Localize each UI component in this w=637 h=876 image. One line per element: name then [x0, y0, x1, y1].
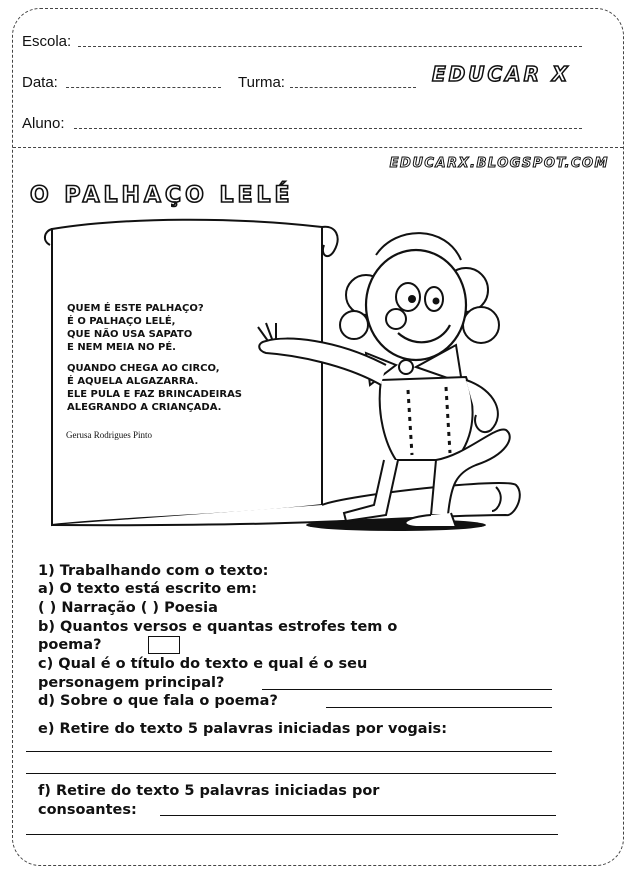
header-separator: [13, 147, 623, 148]
answer-box[interactable]: [148, 636, 180, 654]
turma-label: Turma:: [238, 74, 285, 91]
answer-line-e1[interactable]: [26, 751, 552, 752]
poem-verse: É O PALHAÇO LELÉ,: [67, 316, 176, 327]
poem-verse: E NEM MEIA NO PÉ.: [67, 342, 176, 353]
question-f-cont: consoantes:: [38, 802, 137, 818]
poem-title: O PALHAÇO LELÉ: [30, 183, 294, 208]
poem-verse: ALEGRANDO A CRIANÇADA.: [67, 402, 222, 413]
data-label: Data:: [22, 74, 58, 91]
question-c: c) Qual é o título do texto e qual é o seu: [38, 656, 368, 672]
poem-verse: QUEM É ESTE PALHAÇO?: [67, 303, 204, 314]
question-c-cont: personagem principal?: [38, 675, 225, 691]
poem-verse: QUANDO CHEGA AO CIRCO,: [67, 363, 220, 374]
data-field[interactable]: [66, 87, 221, 88]
brand-logo: EDUCAR X: [432, 62, 571, 86]
poem-verse: QUE NÃO USA SAPATO: [67, 329, 193, 340]
question-e: e) Retire do texto 5 palavras iniciadas por vogais:: [38, 721, 447, 737]
aluno-field[interactable]: [74, 128, 582, 129]
answer-line-d[interactable]: [326, 707, 552, 708]
question-d: d) Sobre o que fala o poema?: [38, 693, 278, 709]
escola-field[interactable]: [78, 46, 582, 47]
answer-line-f2[interactable]: [26, 834, 558, 835]
poem-author: Gerusa Rodrigues Pinto: [66, 430, 152, 440]
poem-verse: ELE PULA E FAZ BRINCADEIRAS: [67, 389, 243, 400]
question-a: a) O texto está escrito em:: [38, 581, 257, 597]
question-1: 1) Trabalhando com o texto:: [38, 563, 269, 579]
poem-text: [67, 302, 242, 414]
question-f: f) Retire do texto 5 palavras iniciadas por: [38, 783, 380, 799]
question-b: b) Quantos versos e quantas estrofes tem o: [38, 619, 398, 635]
question-b-cont: poema?: [38, 637, 102, 653]
answer-line-f1[interactable]: [160, 815, 556, 816]
question-a-options[interactable]: ( ) Narração ( ) Poesia: [38, 600, 218, 616]
blog-url: EDUCARX.BLOGSPOT.COM: [389, 156, 609, 171]
turma-field[interactable]: [290, 87, 416, 88]
answer-line-e2[interactable]: [26, 773, 556, 774]
escola-label: Escola:: [22, 33, 72, 50]
answer-line-c[interactable]: [262, 689, 552, 690]
aluno-label: Aluno:: [22, 115, 65, 132]
poem-verse: É AQUELA ALGAZARRA.: [67, 376, 199, 387]
